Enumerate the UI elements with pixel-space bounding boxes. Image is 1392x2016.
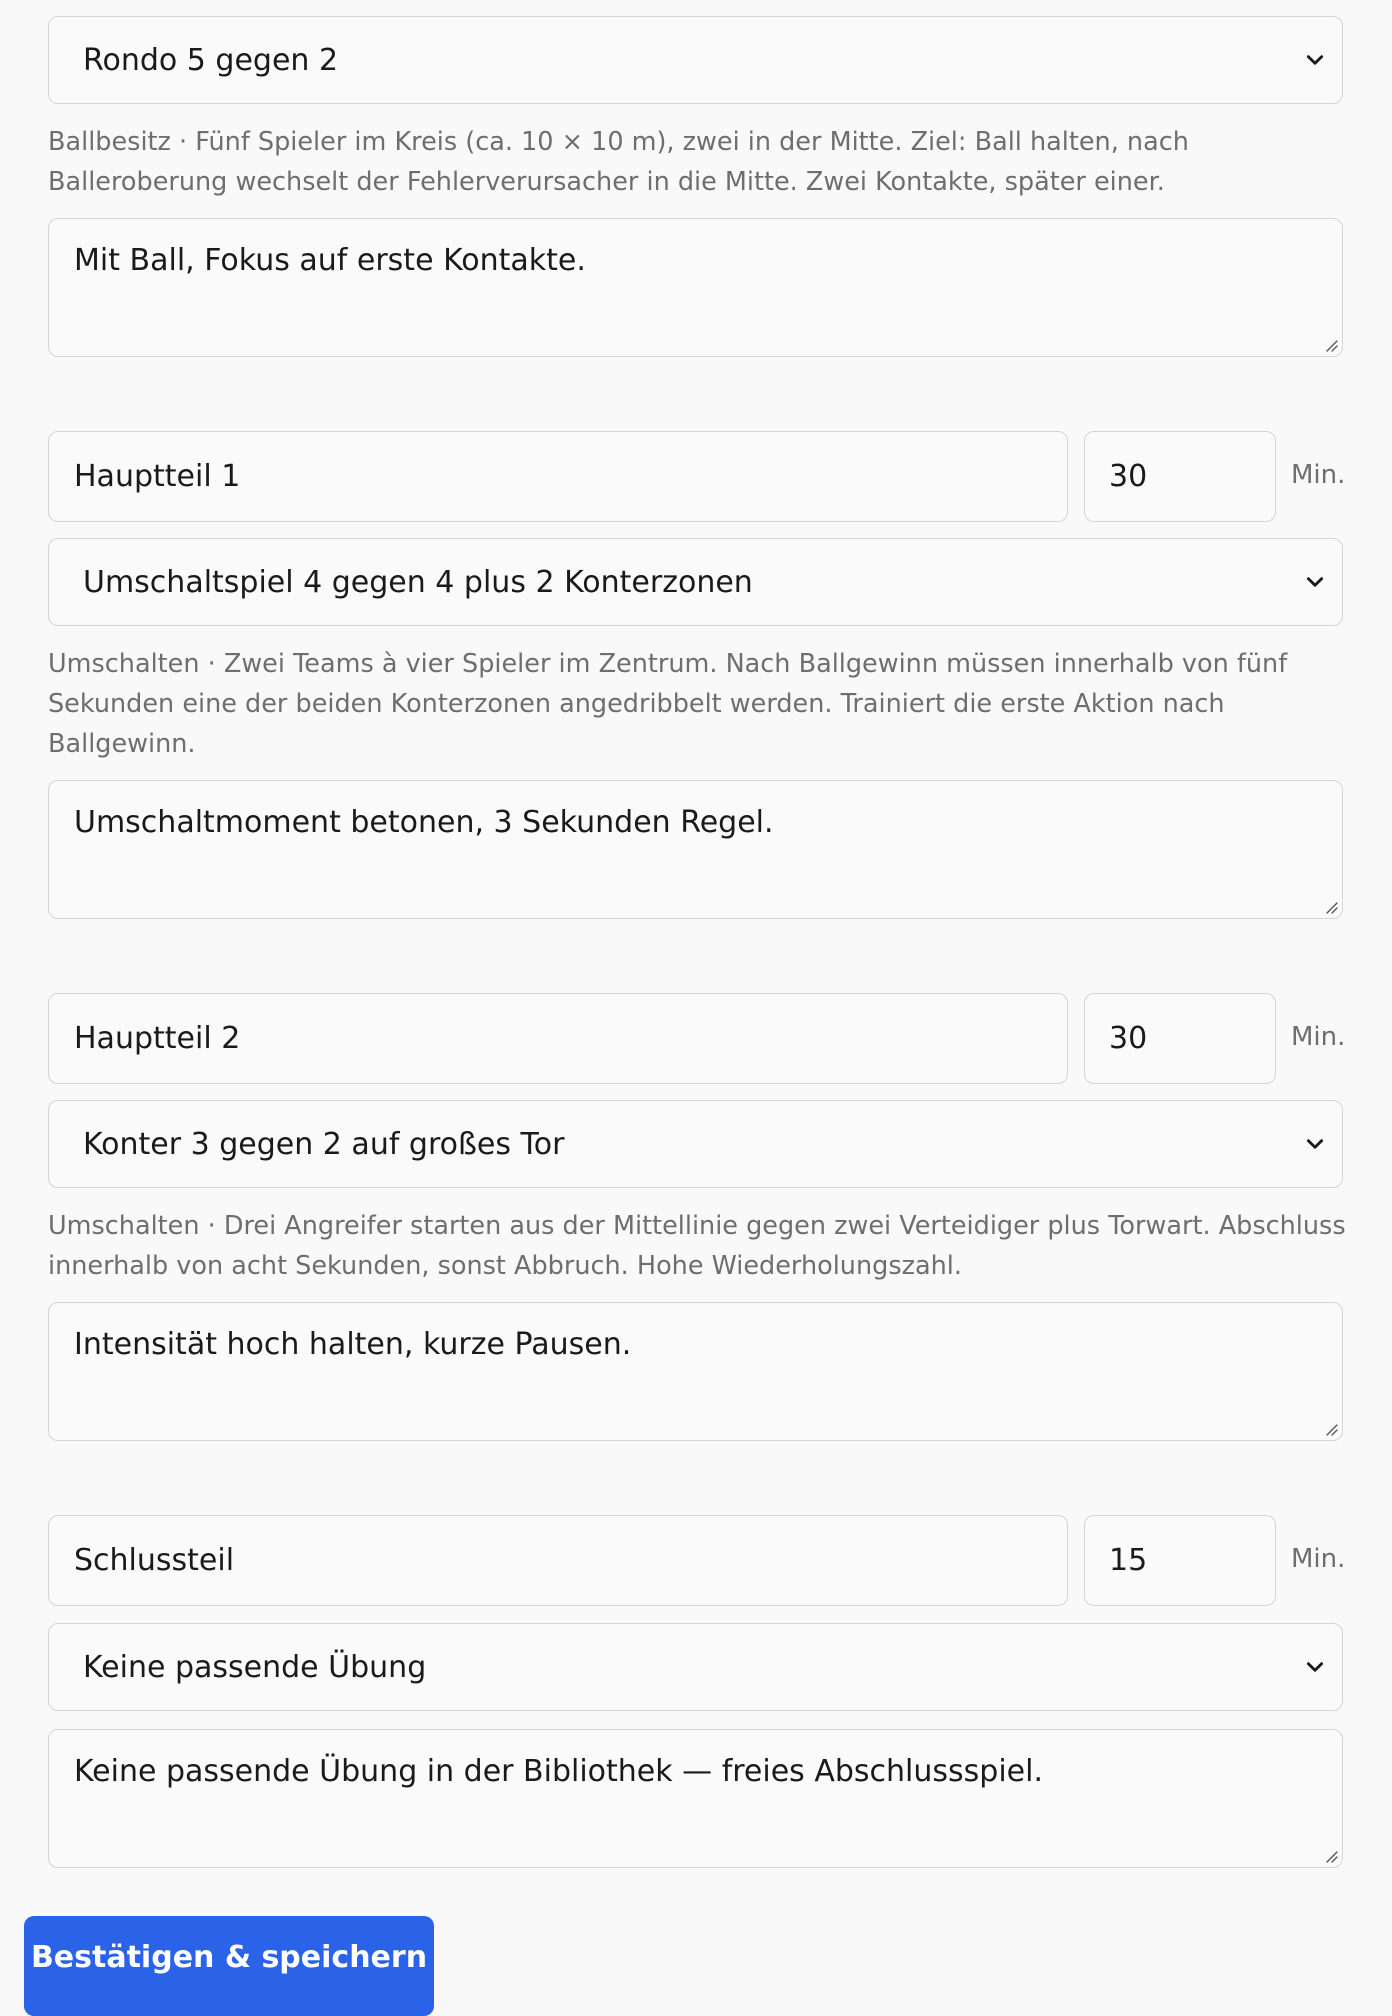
block-name-value: Schlussteil	[74, 1543, 235, 1578]
exercise-select-value: Umschaltspiel 4 gegen 4 plus 2 Konterzonen	[83, 564, 753, 600]
exercise-select-value: Konter 3 gegen 2 auf großes Tor	[83, 1126, 565, 1162]
block-name-input[interactable]	[48, 431, 1068, 522]
resize-grip-icon[interactable]	[1322, 898, 1338, 914]
resize-grip-icon[interactable]	[1322, 1420, 1338, 1436]
exercise-select-warmup[interactable]	[48, 16, 1343, 104]
duration-input[interactable]	[1084, 993, 1276, 1084]
resize-grip-icon[interactable]	[1322, 1847, 1338, 1863]
chevron-down-icon	[1304, 1656, 1326, 1678]
notes-text: Umschaltmoment betonen, 3 Sekunden Regel.	[74, 805, 774, 840]
exercise-description: Ballbesitz · Fünf Spieler im Kreis (ca. 10 × 10 m), zwei in der Mitte. Ziel: Ball halten, nach Balleroberung wechselt der Fehlerverursacher in die Mitte. Zwei Kontakte, später einer.	[48, 127, 1189, 197]
exercise-select-final[interactable]	[48, 1623, 1343, 1711]
block-name-value: Hauptteil 2	[74, 1021, 241, 1056]
minutes-unit-label: Min.	[1291, 1544, 1346, 1574]
duration-value: 30	[1109, 459, 1148, 494]
block-name-input[interactable]	[48, 993, 1068, 1084]
exercise-select-value: Keine passende Übung	[83, 1649, 427, 1685]
notes-text: Intensität hoch halten, kurze Pausen.	[74, 1327, 632, 1362]
duration-value: 15	[1109, 1543, 1148, 1578]
notes-textarea-warmup[interactable]	[48, 218, 1343, 357]
notes-textarea-main2[interactable]	[48, 1302, 1343, 1441]
minutes-unit-label: Min.	[1291, 460, 1346, 490]
chevron-down-icon	[1304, 1133, 1326, 1155]
notes-text: Keine passende Übung in der Bibliothek — freies Abschlussspiel.	[74, 1754, 1043, 1789]
duration-input[interactable]	[1084, 1515, 1276, 1606]
block-name-input[interactable]	[48, 1515, 1068, 1606]
exercise-select-main2[interactable]	[48, 1100, 1343, 1188]
resize-grip-icon[interactable]	[1322, 336, 1338, 352]
chevron-down-icon	[1304, 571, 1326, 593]
notes-textarea-main1[interactable]	[48, 780, 1343, 919]
exercise-description: Umschalten · Zwei Teams à vier Spieler im Zentrum. Nach Ballgewinn müssen innerhalb von fünf Sekunden eine der beiden Konterzonen angedribbelt werden. Trainiert die erste Aktion nach Ballgewinn.	[48, 649, 1288, 759]
exercise-description: Umschalten · Drei Angreifer starten aus der Mittellinie gegen zwei Verteidiger plus Torwart. Abschluss innerhalb von acht Sekunden, sonst Abbruch. Hohe Wiederholungszahl.	[48, 1211, 1346, 1281]
notes-text: Mit Ball, Fokus auf erste Kontakte.	[74, 243, 586, 278]
block-name-value: Hauptteil 1	[74, 459, 241, 494]
chevron-down-icon	[1304, 49, 1326, 71]
exercise-select-main1[interactable]	[48, 538, 1343, 626]
confirm-save-label: Bestätigen & speichern	[30, 1940, 428, 1975]
duration-value: 30	[1109, 1021, 1148, 1056]
exercise-select-value: Rondo 5 gegen 2	[83, 42, 339, 78]
duration-input[interactable]	[1084, 431, 1276, 522]
notes-textarea-final[interactable]	[48, 1729, 1343, 1868]
confirm-save-button[interactable]	[24, 1916, 434, 2016]
minutes-unit-label: Min.	[1291, 1022, 1346, 1052]
